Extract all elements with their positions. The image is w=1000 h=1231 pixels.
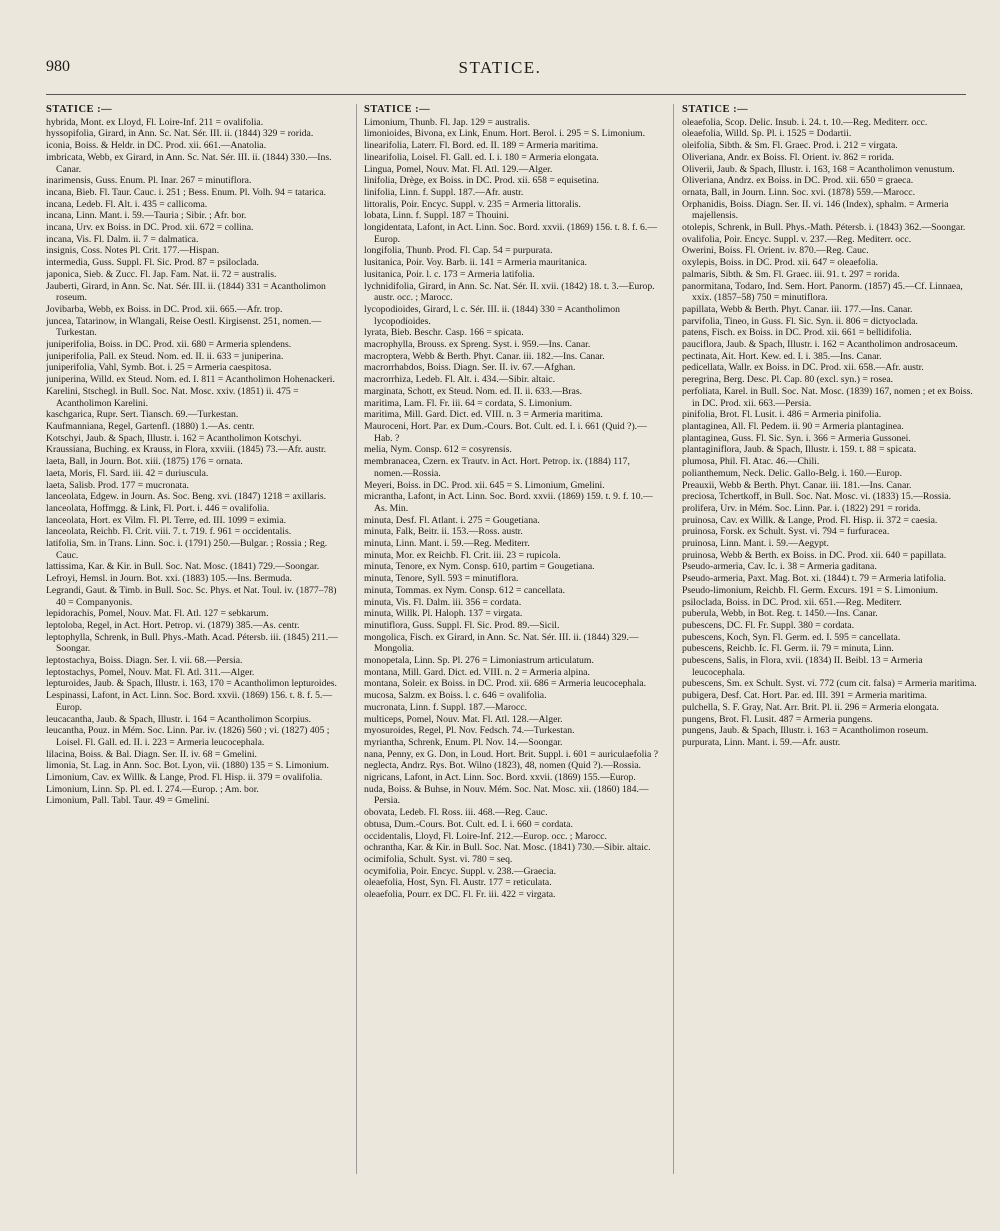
index-entry: Jauberti, Girard, in Ann. Sc. Nat. Sér. III. ii. (1844) 331 = Acantholimon roseum. (46, 280, 326, 304)
index-entry: pubescens, Salis, in Flora, xvii. (1834) II. Beibl. 13 = Armeria leucocephala. (682, 655, 923, 678)
index-entry: Legrandi, Gaut. & Timb. in Bull. Soc. Sc. Phys. et Nat. Toul. iv. (1877–78) 40 = Companyonis. (46, 584, 337, 608)
index-entry: monopetala, Linn. Sp. Pl. 276 = Limoniastrum articulatum. (364, 655, 594, 667)
index-entry: Kraussiana, Buching. ex Krauss, in Flora, xxviii. (1845) 73.—Afr. austr. (46, 444, 327, 456)
index-entry: lobata, Linn. f. Suppl. 187 = Thouini. (364, 210, 509, 222)
index-entry: minuta, Mor. ex Reichb. Fl. Crit. iii. 23 = rupicola. (364, 549, 561, 561)
index-entry: incana, Bieb. Fl. Taur. Cauc. i. 251 ; Bess. Enum. Pl. Volh. 94 = tatarica. (46, 186, 327, 198)
index-entry: Oliveriana, Andr. ex Boiss. Fl. Orient. iv. 862 = rorida. (682, 151, 895, 163)
index-entry: minuta, Willk. Pl. Haloph. 137 = virgata. (364, 608, 523, 620)
index-entry: limonia, St. Lag. in Ann. Soc. Bot. Lyon, vii. (1880) 135 = S. Limonium. (46, 760, 329, 772)
index-entry: incana, Linn. Mant. i. 59.—Tauria ; Sibir. ; Afr. bor. (46, 210, 247, 222)
index-entry: nigricans, Lafont, in Act. Linn. Soc. Bord. xxvii. (1869) 155.—Europ. (364, 772, 636, 784)
index-entry: mucosa, Salzm. ex Boiss. l. c. 646 = ovalifolia. (364, 690, 547, 702)
index-entry: laeta, Ball, in Journ. Bot. xiii. (1875) 176 = ornata. (46, 456, 243, 468)
index-entry: lilacina, Boiss. & Bal. Diagn. Ser. II. iv. 68 = Gmelini. (46, 748, 257, 760)
index-entry: Oliveriana, Andrz. ex Boiss. in DC. Prod. xii. 650 = graeca. (682, 175, 914, 187)
index-entry: Kotschyi, Jaub. & Spach, Illustr. i. 162 = Acantholimon Kotschyi. (46, 432, 302, 444)
index-entry: japonica, Sieb. & Zucc. Fl. Jap. Fam. Nat. ii. 72 = australis. (46, 268, 277, 280)
index-entry: pubescens, Koch, Syn. Fl. Germ. ed. I. 595 = cancellata. (682, 631, 901, 643)
index-entry: plantaginiflora, Jaub. & Spach, Illustr. i. 159. t. 88 = spicata. (682, 444, 917, 456)
index-entry: maritima, Lam. Fl. Fr. iii. 64 = cordata, S. Limonium. (364, 397, 573, 409)
index-entry: linifolia, Linn. f. Suppl. 187.—Afr. austr. (364, 186, 524, 198)
index-entry: incana, Vis. Fl. Dalm. ii. 7 = dalmatica. (46, 233, 199, 245)
page-number: 980 (46, 58, 70, 75)
index-entry: montana, Mill. Gard. Dict. ed. VIII. n. 2 = Armeria alpina. (364, 666, 590, 678)
index-entry: minuta, Desf. Fl. Atlant. i. 275 = Gougetiana. (364, 514, 540, 526)
index-entry: Oliverii, Jaub. & Spach, Illustr. i. 163, 168 = Acantholimon venustum. (682, 163, 955, 175)
index-entry: Lingua, Pomel, Nouv. Mat. Fl. Atl. 129.—Alger. (364, 163, 553, 175)
index-entry: pedicellata, Wallr. ex Boiss. in DC. Prod. xii. 658.—Afr. austr. (682, 362, 924, 374)
index-entry: minutiflora, Guss. Suppl. Fl. Sic. Prod. 89.—Sicil. (364, 619, 560, 631)
index-entry: papillata, Webb & Berth. Phyt. Canar. iii. 177.—Ins. Canar. (682, 303, 913, 315)
column-3 (682, 104, 978, 1204)
index-entry: puberula, Webb, in Bot. Reg. t. 1450.—Ins. Canar. (682, 608, 878, 620)
index-entry: ochrantha, Kar. & Kir. in Bull. Soc. Nat. Mosc. (1841) 730.—Sibir. altaic. (364, 842, 651, 854)
index-entry: myosuroides, Regel, Pl. Nov. Fedsch. 74.—Turkestan. (364, 725, 575, 737)
index-entry: pruinosa, Forsk. ex Schult. Syst. vi. 794 = furfuracea. (682, 526, 890, 538)
index-entry: pruinosa, Linn. Mant. i. 59.—Aegypt. (682, 538, 829, 550)
index-entry: iconia, Boiss. & Heldr. in DC. Prod. xii. 661.—Anatolia. (46, 140, 267, 152)
index-entry: pectinata, Ait. Hort. Kew. ed. I. i. 385.—Ins. Canar. (682, 350, 882, 362)
index-entry: oleaefolia, Willd. Sp. Pl. i. 1525 = Dodartii. (682, 128, 852, 140)
index-entry: myriantha, Schrenk, Enum. Pl. Nov. 14.—Soongar. (364, 736, 563, 748)
index-entry: leucacantha, Jaub. & Spach, Illustr. i. 164 = Acantholimon Scorpius. (46, 713, 312, 725)
index-entry: leptoloba, Regel, in Act. Hort. Petrop. vi. (1879) 385.—As. centr. (46, 619, 300, 631)
index-entry: lanceolata, Edgew. in Journ. As. Soc. Beng. xvi. (1847) 1218 = axillaris. (46, 491, 327, 503)
index-entry: multiceps, Pomel, Nouv. Mat. Fl. Atl. 128.—Alger. (364, 713, 563, 725)
index-entry: imbricata, Webb, ex Girard, in Ann. Sc. Nat. Sér. III. ii. (1844) 330.—Ins. Canar. (46, 151, 332, 175)
index-entry: macrorrhiza, Ledeb. Fl. Alt. i. 434.—Sibir. altaic. (364, 374, 556, 386)
index-entry: hyssopifolia, Girard, in Ann. Sc. Nat. Sér. III. ii. (1844) 329 = rorida. (46, 128, 314, 140)
index-entry: minuta, Tenore, ex Nym. Consp. 610, partim = Gougetiana. (364, 561, 595, 573)
index-entry: pubescens, DC. Fl. Fr. Suppl. 380 = cordata. (682, 619, 855, 631)
index-entry: Pseudo-armeria, Paxt. Mag. Bot. xi. (1844) t. 79 = Armeria latifolia. (682, 573, 947, 585)
index-entry: mucronata, Linn. f. Suppl. 187.—Marocc. (364, 701, 528, 713)
index-entry: perfoliata, Karel. in Bull. Soc. Nat. Mosc. (1839) 167, nomen ; et ex Boiss. in DC. Prod. xii. 663.—Persia. (682, 385, 973, 409)
index-entry: Limonium, Cav. ex Willk. & Lange, Prod. Fl. Hisp. ii. 379 = ovalifolia. (46, 772, 323, 784)
index-entry: lanceolata, Hort. ex Vilm. Fl. Pl. Terre, ed. III. 1099 = eximia. (46, 514, 287, 526)
index-entry: Owerini, Boiss. Fl. Orient. iv. 870.—Reg. Cauc. (682, 245, 869, 257)
index-entry: purpurata, Linn. Mant. i. 59.—Afr. austr. (682, 736, 841, 748)
index-entry: neglecta, Andrz. Rys. Bot. Wilno (1823), 48, nomen (Quid ?).—Rossia. (364, 760, 641, 772)
index-entry: Meyeri, Boiss. in DC. Prod. xii. 645 = S. Limonium, Gmelini. (364, 479, 605, 491)
index-entry: maritima, Mill. Gard. Dict. ed. VIII. n. 3 = Armeria maritima. (364, 409, 603, 421)
index-entry: occidentalis, Lloyd, Fl. Loire-Inf. 212.—Europ. occ. ; Marocc. (364, 830, 607, 842)
index-entry: leptostachys, Pomel, Nouv. Mat. Fl. Atl. 311.—Alger. (46, 666, 255, 678)
index-entry: juniperifolia, Boiss. in DC. Prod. xii. 680 = Armeria splendens. (46, 339, 292, 351)
index-entry: pulchella, S. F. Gray, Nat. Arr. Brit. Pl. ii. 296 = Armeria elongata. (682, 701, 939, 713)
index-entry: parvifolia, Tineo, in Guss. Fl. Sic. Syn. ii. 806 = dictyoclada. (682, 315, 918, 327)
index-entry: psiloclada, Boiss. in DC. Prod. xii. 651.—Reg. Mediterr. (682, 596, 902, 608)
index-entry: Karelini, Stschegl. in Bull. Soc. Nat. Mosc. xxiv. (1851) ii. 475 = Acantholimon Karelini. (46, 385, 299, 409)
index-entry: minuta, Vis. Fl. Dalm. iii. 356 = cordata. (364, 596, 522, 608)
index-entry: pubescens, Reichb. Ic. Fl. Germ. ii. 79 = minuta, Linn. (682, 643, 894, 655)
column-heading: STATICE :— (364, 104, 431, 115)
index-entry: plumosa, Phil. Fl. Atac. 46.—Chili. (682, 456, 820, 468)
index-entry: longidentata, Lafont, in Act. Linn. Soc. Bord. xxvii. (1869) 156. t. 8. f. 6.—Europ. (364, 222, 658, 245)
index-entry: pruinosa, Cav. ex Willk. & Lange, Prod. Fl. Hisp. ii. 372 = caesia. (682, 514, 938, 526)
index-entry: kaschgarica, Rupr. Sert. Tiansch. 69.—Turkestan. (46, 409, 239, 421)
column-heading: STATICE :— (682, 104, 749, 115)
index-entry: insignis, Coss. Notes Pl. Crit. 177.—Hispan. (46, 245, 220, 257)
index-entry: juniperina, Willd. ex Steud. Nom. ed. I. 811 = Acantholimon Hohenackeri. (46, 374, 335, 386)
index-entry: incana, Urv. ex Boiss. in DC. Prod. xii. 672 = collina. (46, 222, 254, 234)
index-entry: minuta, Tommas. ex Nym. Consp. 612 = cancellata. (364, 584, 566, 596)
index-entry: littoralis, Poir. Encyc. Suppl. v. 235 = Armeria littoralis. (364, 198, 581, 210)
index-entry: nana, Penny, ex G. Don, in Loud. Hort. Brit. Suppl. i. 601 = auriculaefolia ? (364, 748, 659, 760)
index-entry: melia, Nym. Consp. 612 = cosyrensis. (364, 444, 512, 456)
column-divider (356, 104, 357, 1174)
index-entry: juniperifolia, Vahl, Symb. Bot. i. 25 = Armeria caespitosa. (46, 362, 272, 374)
index-entry: Pseudo-limonium, Reichb. Fl. Germ. Excurs. 191 = S. Limonium. (682, 584, 938, 596)
index-entry: lepturoides, Jaub. & Spach, Illustr. i. 163, 170 = Acantholimon lepturoides. (46, 678, 337, 690)
index-entry: laeta, Moris, Fl. Sard. iii. 42 = duriuscula. (46, 467, 209, 479)
index-entry: obovata, Ledeb. Fl. Ross. iii. 468.—Reg. Cauc. (364, 807, 548, 819)
index-entry: ornata, Ball, in Journ. Linn. Soc. xvi. (1878) 559.—Marocc. (682, 186, 915, 198)
index-entry: longifolia, Thunb. Prod. Fl. Cap. 54 = purpurata. (364, 245, 553, 257)
index-entry: plantaginea, Guss. Fl. Sic. Syn. i. 366 = Armeria Gussonei. (682, 432, 911, 444)
index-entry: juniperifolia, Pall. ex Steud. Nom. ed. II. ii. 633 = juniperina. (46, 350, 284, 362)
index-entry: plantaginea, All. Fl. Pedem. ii. 90 = Armeria plantaginea. (682, 420, 904, 432)
index-entry: lanceolata, Hoffmgg. & Link, Fl. Port. i. 446 = ovalifolia. (46, 502, 270, 514)
index-entry: Lefroyi, Hemsl. in Journ. Bot. xxi. (1883) 105.—Ins. Bermuda. (46, 573, 292, 585)
page-header (0, 58, 1000, 84)
index-entry: peregrina, Berg. Desc. Pl. Cap. 80 (excl. syn.) = rosea. (682, 374, 894, 386)
index-entry: pubescens, Sm. ex Schult. Syst. vi. 772 (cum cit. falsa) = Armeria maritima. (682, 678, 977, 690)
index-entry: Limonium, Pall. Tabl. Taur. 49 = Gmelini. (46, 795, 210, 807)
index-entry: minuta, Falk, Beitr. ii. 153.—Ross. austr. (364, 526, 523, 538)
index-entry: pauciflora, Jaub. & Spach, Illustr. i. 162 = Acantholimon androsaceum. (682, 339, 958, 351)
index-entry: ovalifolia, Poir. Encyc. Suppl. v. 237.—Reg. Mediterr. occ. (682, 233, 912, 245)
index-entry: pruinosa, Webb & Berth. ex Boiss. in DC. Prod. xii. 640 = papillata. (682, 549, 947, 561)
index-entry: hybrida, Mont. ex Lloyd, Fl. Loire-Inf. 211 = ovalifolia. (46, 116, 264, 128)
index-entry: Orphanidis, Boiss. Diagn. Ser. II. vi. 146 (Index), sphalm. = Armeria majellensis. (682, 198, 949, 222)
index-entry: Limonium, Linn. Sp. Pl. ed. I. 274.—Europ. ; Am. bor. (46, 783, 259, 795)
index-entry: oleaefolia, Host, Syn. Fl. Austr. 177 = reticulata. (364, 877, 552, 889)
index-entry: obtusa, Dum.-Cours. Bot. Cult. ed. I. i. 660 = cordata. (364, 818, 573, 830)
index-entry: macrophylla, Brouss. ex Spreng. Syst. i. 959.—Ins. Canar. (364, 339, 591, 351)
index-entry: minuta, Linn. Mant. i. 59.—Reg. Mediterr. (364, 538, 530, 550)
index-entry: pinifolia, Brot. Fl. Lusit. i. 486 = Armeria pinifolia. (682, 409, 882, 421)
index-entry: linearifolia, Loisel. Fl. Gall. ed. I. i. 180 = Armeria elongata. (364, 151, 599, 163)
index-entry: Kaufmanniana, Regel, Gartenfl. (1880) 1.—As. centr. (46, 420, 255, 432)
index-entry: otolepis, Schrenk, in Bull. Phys.-Math. Pétersb. i. (1843) 362.—Soongar. (682, 222, 966, 234)
index-entry: lanceolata, Reichb. Fl. Crit. viii. 7. t. 719. f. 961 = occidentalis. (46, 526, 292, 538)
index-entry: Mauroceni, Hort. Par. ex Dum.-Cours. Bot. Cult. ed. I. i. 661 (Quid ?).—Hab. ? (364, 420, 647, 444)
column-1 (46, 104, 342, 1184)
index-entry: leptophylla, Schrenk, in Bull. Phys.-Math. Acad. Pétersb. iii. (1845) 211.—Soongar. (46, 631, 338, 655)
column-heading: STATICE :— (46, 104, 113, 115)
index-entry: oleaefolia, Scop. Delic. Insub. i. 24. t. 10.—Reg. Mediterr. occ. (682, 116, 928, 128)
column-2 (364, 104, 660, 1184)
index-entry: juncea, Tatarinow, in Wlangali, Reise Oestl. Kirgisenst. 251, nomen.—Turkestan. (46, 315, 322, 339)
index-entry: pubigera, Desf. Cat. Hort. Par. ed. III. 391 = Armeria maritima. (682, 690, 927, 702)
index-entry: macrorrhabdos, Boiss. Diagn. Ser. II. iv. 67.—Afghan. (364, 362, 576, 374)
index-entry: lattissima, Kar. & Kir. in Bull. Soc. Nat. Mosc. (1841) 729.—Soongar. (46, 561, 320, 573)
index-entry: lyrata, Bieb. Beschr. Casp. 166 = spicata. (364, 327, 524, 339)
index-entry: pungens, Jaub. & Spach, Illustr. i. 163 = Acantholimon roseum. (682, 725, 929, 737)
index-entry: Preauxii, Webb & Berth. Phyt. Canar. iii. 181.—Ins. Canar. (682, 479, 912, 491)
index-entry: leptostachya, Boiss. Diagn. Ser. I. vii. 68.—Persia. (46, 655, 243, 667)
index-entry: panormitana, Todaro, Ind. Sem. Hort. Panorm. (1857) 45.—Cf. Linnaea, xxix. (1857–58) 750 = minutiflora. (682, 280, 963, 304)
index-entry: latifolia, Sm. in Trans. Linn. Soc. i. (1791) 250.—Bulgar. ; Rossia ; Reg. Cauc. (46, 538, 328, 561)
index-entry: marginata, Schott, ex Steud. Nom. ed. II. ii. 633.—Bras. (364, 385, 583, 397)
index-entry: lusitanica, Poir. l. c. 173 = Armeria latifolia. (364, 268, 535, 280)
index-entry: mongolica, Fisch. ex Girard, in Ann. Sc. Nat. Sér. III. ii. (1844) 329.—Mongolia. (364, 631, 639, 655)
index-entry: oxylepis, Boiss. in DC. Prod. xii. 647 = oleaefolia. (682, 257, 878, 269)
index-entry: preciosa, Tchertkoff, in Bull. Soc. Nat. Mosc. vi. (1833) 15.—Rossia. (682, 491, 952, 503)
column-divider (673, 104, 674, 1174)
index-entry: polianthemum, Neck. Delic. Gallo-Belg. i. 160.—Europ. (682, 467, 903, 479)
index-entry: incana, Ledeb. Fl. Alt. i. 435 = callicoma. (46, 198, 208, 210)
index-entry: linifolia, Drège, ex Boiss. in DC. Prod. xii. 658 = equisetina. (364, 175, 599, 187)
index-entry: ocymifolia, Poir. Encyc. Suppl. v. 238.—Graecia. (364, 865, 557, 877)
index-entry: minuta, Tenore, Syll. 593 = minutiflora. (364, 573, 519, 585)
header-rule (46, 94, 966, 95)
index-entry: pungens, Brot. Fl. Lusit. 487 = Armeria pungens. (682, 713, 873, 725)
index-entry: leucantha, Pouz. in Mém. Soc. Linn. Par. iv. (1826) 560 ; vi. (1827) 405 ; Loisel. Fl. Gall. ed. II. i. 223 = Armeria leucocephala. (46, 725, 330, 748)
index-entry: lepidorachis, Pomel, Nouv. Mat. Fl. Atl. 127 = sebkarum. (46, 608, 269, 620)
index-entry: lycopodioides, Girard, l. c. Sér. III. ii. (1844) 330 = Acantholimon lycopodioides. (364, 303, 620, 327)
index-entry: lusitanica, Poir. Voy. Barb. ii. 141 = Armeria mauritanica. (364, 257, 587, 269)
index-entry: Pseudo-armeria, Cav. Ic. i. 38 = Armeria gaditana. (682, 561, 877, 573)
index-entry: micrantha, Lafont, in Act. Linn. Soc. Bord. xxvii. (1869) 159. t. 9. f. 10.—As. Min. (364, 491, 653, 514)
index-entry: patens, Fisch. ex Boiss. in DC. Prod. xii. 661 = bellidifolia. (682, 327, 912, 339)
index-entry: oleaefolia, Pourr. ex DC. Fl. Fr. iii. 422 = virgata. (364, 889, 556, 901)
index-entry: Lespinassi, Lafont, in Act. Linn. Soc. Bord. xxvii. (1869) 156. t. 8. f. 5.—Europ. (46, 690, 333, 713)
index-entry: prolifera, Urv. in Mém. Soc. Linn. Par. i. (1822) 291 = rorida. (682, 502, 921, 514)
index-entry: lychnidifolia, Girard, in Ann. Sc. Nat. Sér. II. xvii. (1842) 18. t. 3.—Europ. austr. occ. ; Marocc. (364, 280, 655, 304)
index-entry: nuda, Boiss. & Buhse, in Nouv. Mém. Soc. Nat. Mosc. xii. (1860) 184.—Persia. (364, 783, 649, 807)
index-entry: inarimensis, Guss. Enum. Pl. Inar. 267 = minutiflora. (46, 175, 252, 187)
index-entry: linearifolia, Laterr. Fl. Bord. ed. II. 189 = Armeria maritima. (364, 140, 599, 152)
index-entry: oleifolia, Sibth. & Sm. Fl. Graec. Prod. i. 212 = virgata. (682, 140, 898, 152)
index-entry: Jovibarba, Webb, ex Boiss. in DC. Prod. xii. 665.—Afr. trop. (46, 303, 283, 315)
index-entry: limonioides, Bivona, ex Link, Enum. Hort. Berol. i. 295 = S. Limonium. (364, 128, 646, 140)
index-entry: laeta, Salisb. Prod. 177 = mucronata. (46, 479, 189, 491)
index-entry: palmaris, Sibth. & Sm. Fl. Graec. iii. 91. t. 297 = rorida. (682, 268, 900, 280)
index-entry: ocimifolia, Schult. Syst. vi. 780 = seq. (364, 854, 513, 865)
index-entry: Limonium, Thunb. Fl. Jap. 129 = australis. (364, 116, 530, 128)
index-entry: membranacea, Czern. ex Trautv. in Act. Hort. Petrop. ix. (1884) 117, nomen.—Rossia. (364, 456, 630, 479)
index-entry: macroptera, Webb & Berth. Phyt. Canar. iii. 182.—Ins. Canar. (364, 350, 605, 362)
running-title: STATICE. (458, 58, 542, 77)
index-entry: montana, Soleir. ex Boiss. in DC. Prod. xii. 686 = Armeria leucocephala. (364, 678, 647, 690)
index-entry: intermedia, Guss. Suppl. Fl. Sic. Prod. 87 = psiloclada. (46, 257, 259, 269)
